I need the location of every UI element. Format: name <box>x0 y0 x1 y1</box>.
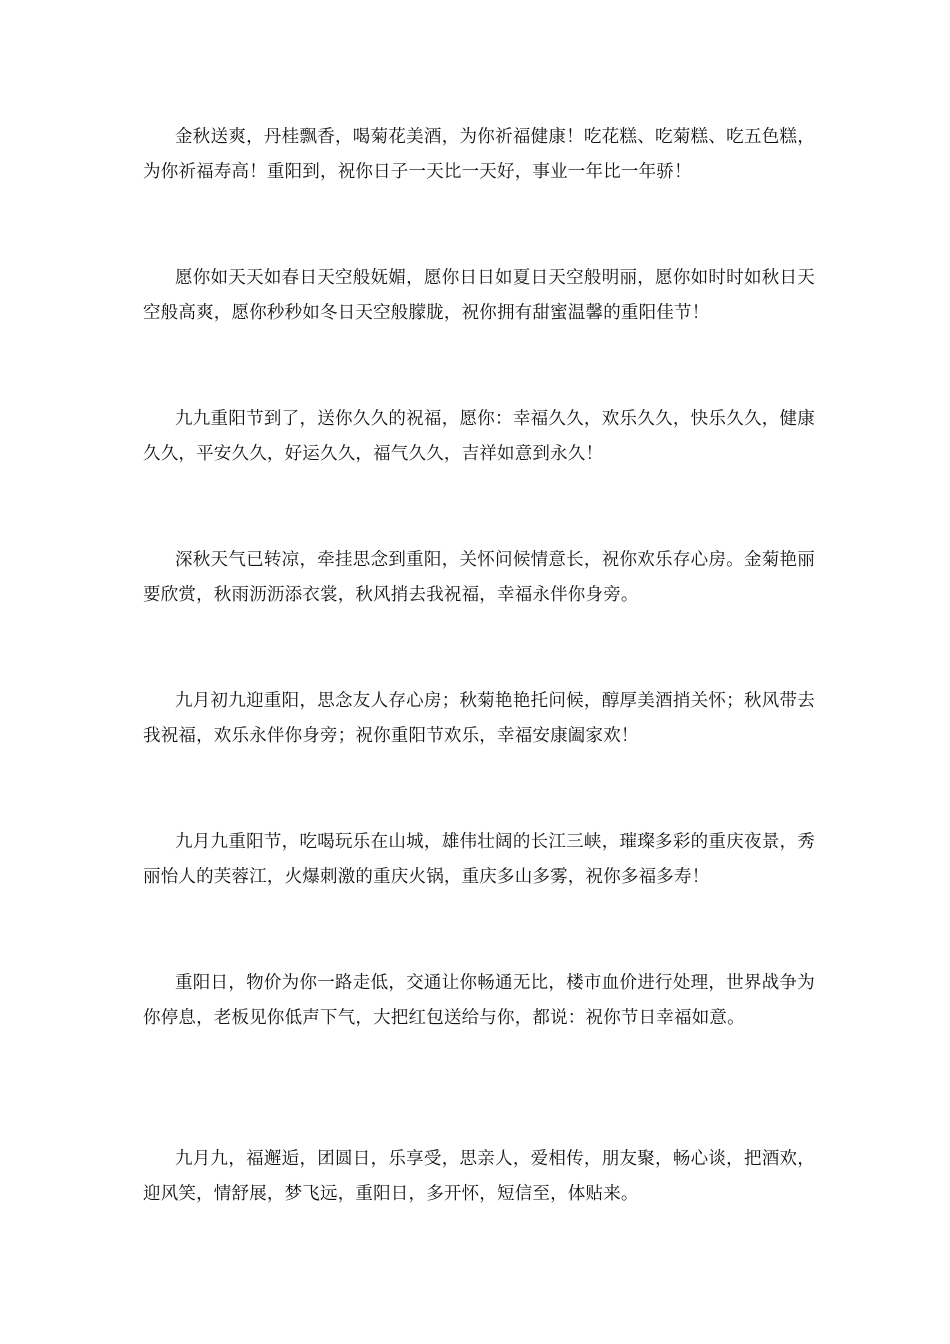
paragraph-8: 九月九，福邂逅，团圆日，乐享受，思亲人，爱相传，朋友聚，畅心谈，把酒欢，迎风笑，情舒展，梦飞远，重阳日，多开怀，短信至，体贴来。 <box>143 1149 815 1204</box>
paragraph-6: 九月九重阳节，吃喝玩乐在山城，雄伟壮阔的长江三峡，璀璨多彩的重庆夜景，秀丽怡人的芙蓉江，火爆刺激的重庆火锅，重庆多山多雾，祝你多福多寿！ <box>143 832 815 887</box>
paragraph-1: 金秋送爽，丹桂飘香，喝菊花美酒，为你祈福健康！吃花糕、吃菊糕、吃五色糕，为你祈福寿高！重阳到，祝你日子一天比一天好，事业一年比一年骄！ <box>143 127 815 182</box>
paragraph-2: 愿你如天天如春日天空般妩媚，愿你日日如夏日天空般明丽，愿你如时时如秋日天空般高爽，愿你秒秒如冬日天空般朦胧，祝你拥有甜蜜温馨的重阳佳节！ <box>143 268 815 323</box>
paragraph-5: 九月初九迎重阳，思念友人存心房；秋菊艳艳托问候，醇厚美酒捎关怀；秋风带去我祝福，欢乐永伴你身旁；祝你重阳节欢乐，幸福安康阖家欢！ <box>143 691 815 746</box>
paragraph-7: 重阳日，物价为你一路走低，交通让你畅通无比，楼市血价进行处理，世界战争为你停息，老板见你低声下气，大把红包送给与你，都说：祝你节日幸福如意。 <box>143 973 815 1028</box>
paragraph-3: 九九重阳节到了，送你久久的祝福，愿你：幸福久久，欢乐久久，快乐久久，健康久久，平安久久，好运久久，福气久久，吉祥如意到永久！ <box>143 409 815 464</box>
paragraph-4: 深秋天气已转凉，牵挂思念到重阳，关怀问候情意长，祝你欢乐存心房。金菊艳丽要欣赏，秋雨沥沥添衣裳，秋风捎去我祝福，幸福永伴你身旁。 <box>143 550 815 605</box>
